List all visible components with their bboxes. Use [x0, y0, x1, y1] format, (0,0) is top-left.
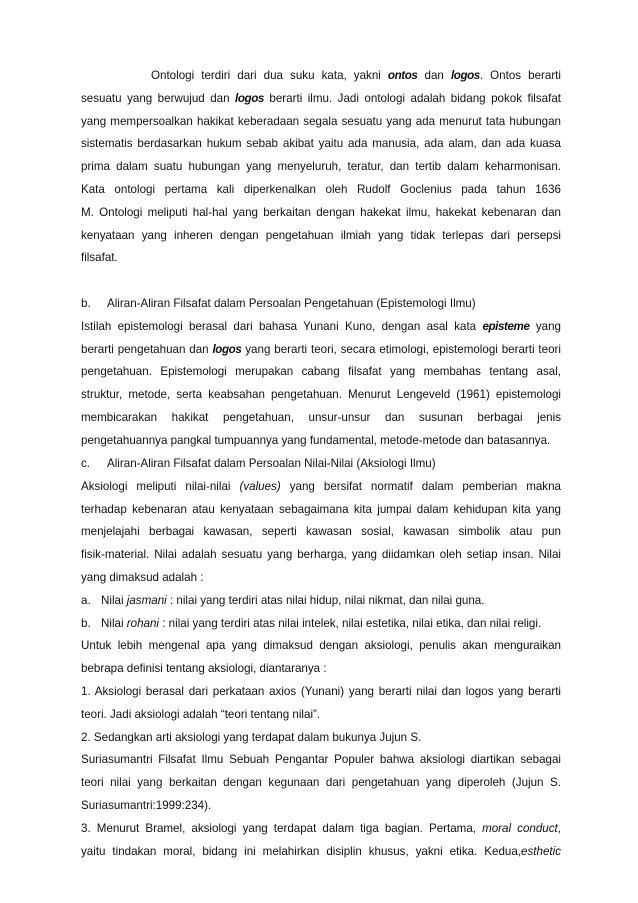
text-line: Suriasumantri Filsafat Ilmu Sebuah Pengantar Populer bahwa aksiologi diartikan sebagai — [81, 753, 561, 767]
list-item-a: a. Nilai jasmani : nilai yang terdiri atas nilai hidup, nilai nikmat, dan nilai guna. — [81, 593, 485, 607]
term-episteme: episteme — [482, 319, 530, 333]
text-line: Istilah epistemologi berasal dari bahasa Yunani Kuno, dengan asal kata episteme yang — [81, 319, 561, 333]
term-esthetic: esthetic — [521, 844, 561, 858]
text-line: fisik-material. Nilai adalah sesuatu yang berharga, yang diidamkan oleh setiap insan. Nilai — [81, 548, 561, 562]
text-line: membicarakan hakikat pengetahuan, unsur-unsur dan susunan berbagai jenis — [81, 410, 561, 424]
epistemologi-section — [81, 293, 561, 453]
text-line: bebrapa definisi tentang aksiologi, diantaranya : — [81, 662, 327, 676]
text-line: Suriasumantri:1999:234). — [81, 798, 212, 812]
term-logos: logos — [212, 342, 242, 356]
text-line: Kata ontologi pertama kali diperkenalkan oleh Rudolf Goclenius pada tahun 1636 — [81, 182, 561, 196]
text-line: filsafat. — [81, 251, 118, 265]
text-line: Ontologi terdiri dari dua suku kata, yakni ontos dan logos. Ontos berarti — [151, 69, 561, 82]
term-jasmani: jasmani — [126, 593, 167, 607]
list-item-b: b. Nilai rohani : nilai yang terdiri atas nilai intelek, nilai estetika, nilai etika, dan nilai religi. — [81, 616, 542, 630]
text-line: yang dimaksud adalah : — [81, 570, 204, 584]
text-line: menjelajahi berbagai kawasan, seperti kawasan sosial, kawasan simbolik atau pun — [81, 525, 561, 539]
text-line: struktur, metode, serta keabsahan pengetahuan. Menurut Lengeveld (1961) epistemologi — [81, 388, 561, 402]
text-line: Aksiologi meliputi nilai-nilai (values) yang bersifat normatif dalam pemberian makna — [81, 479, 561, 493]
text-line: pengetahuannya pangkal tumpuannya yang fundamental, metode-metode dan batasannya. — [81, 433, 551, 447]
numbered-item-1: 1. Aksiologi berasal dari perkataan axios (Yunani) yang berarti nilai dan logos yang berarti — [81, 684, 561, 698]
numbered-item-2: 2. Sedangkan arti aksiologi yang terdapat dalam bukunya Jujun S. — [81, 730, 422, 744]
aksiologi-section — [81, 453, 561, 863]
term-ontos: ontos — [387, 69, 418, 82]
text-line: terhadap kebenaran atau kenyataan sebagaimana kita jumpai dalam kehidupan kita yang — [81, 502, 561, 516]
text-line: sesuatu yang berwujud dan logos berarti ilmu. Jadi ontologi adalah bidang pokok filsafat — [81, 91, 561, 105]
section-heading-c: c. Aliran-Aliran Filsafat dalam Persoalan Nilai-Nilai (Aksiologi Ilmu) — [81, 457, 436, 470]
term-values: (values) — [239, 479, 281, 493]
section-heading-b: b. Aliran-Aliran Filsafat dalam Persoalan Pengetahuan (Epistemologi Ilmu) — [81, 297, 476, 310]
text-line: yaitu tindakan moral, bidang ini melahirkan disiplin khusus, yakni etika. Kedua,esthetic — [81, 844, 561, 858]
term-logos: logos — [235, 91, 264, 105]
text-line: berarti pengetahuan dan logos yang berarti teori, secara etimologi, epistemologi berarti teori — [81, 342, 561, 356]
term-logos: logos — [450, 69, 480, 82]
text-line: yang mempersoalkan hakikat keberadaan segala sesuatu yang ada menurut tata hubungan — [81, 114, 561, 128]
text-line: prima dalam suatu hubungan yang menyeluruh, teratur, dan tertib dalam keharmonisan. — [81, 160, 561, 174]
text-line: pengetahuan. Epistemologi merupakan cabang filsafat yang membahas tentang asal, — [81, 365, 561, 379]
text-line: kenyataan yang inheren dengan pengetahuan ilmiah yang tidak terlepas dari persepsi — [81, 228, 561, 242]
text-line: teori nilai yang berkaitan dengan kegunaan dari pengetahuan yang diperoleh (Jujun S. — [81, 776, 561, 790]
numbered-item-3: 3. Menurut Bramel, aksiologi yang terdapat dalam tiga bagian. Pertama, moral conduct, — [81, 821, 561, 835]
text-line: M. Ontologi meliputi hal-hal yang berkaitan dengan hakekat ilmu, hakekat kebenaran dan — [81, 205, 561, 219]
text-line: Untuk lebih mengenal apa yang dimaksud dengan aksiologi, penulis akan menguraikan — [81, 639, 561, 653]
ontologi-paragraph — [81, 65, 561, 270]
term-rohani: rohani — [126, 616, 160, 630]
text-line: sistematis berdasarkan hukum sebab akibat yaitu ada manusia, ada alam, dan ada kuasa — [81, 137, 561, 151]
text-line: teori. Jadi aksiologi adalah “teori tentang nilai”. — [81, 707, 321, 721]
term-moral-conduct: moral conduct — [482, 821, 558, 835]
